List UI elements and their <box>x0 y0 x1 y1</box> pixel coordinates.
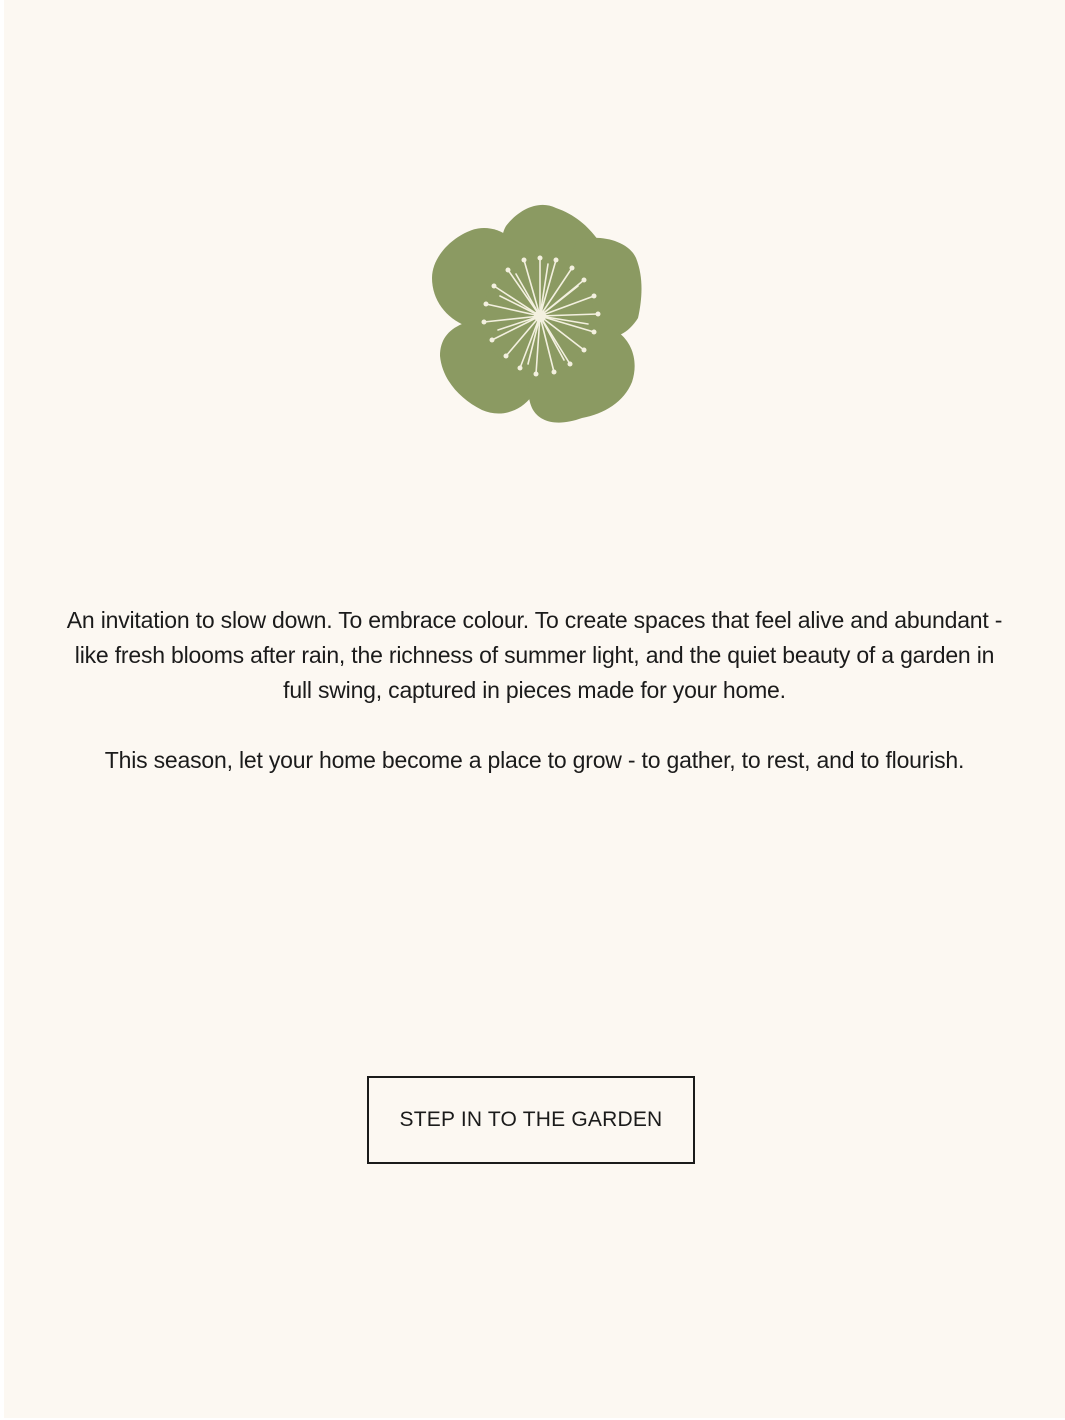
step-in-garden-button[interactable] <box>367 1076 695 1164</box>
intro-paragraph-2: This season, let your home become a place to grow - to gather, to rest, and to flourish. <box>104 747 965 773</box>
step-in-garden-label: STEP IN TO THE GARDEN <box>399 1108 663 1131</box>
intro-copy <box>64 603 1005 778</box>
flower-icon <box>428 200 644 430</box>
page-background <box>4 0 1065 1418</box>
intro-paragraph-1: An invitation to slow down. To embrace colour. To create spaces that feel alive and abundant - like fresh blooms after rain, the richness of summer light, and the quiet beauty of a garden in full swing, captured in pieces made for your home. <box>66 607 1003 703</box>
